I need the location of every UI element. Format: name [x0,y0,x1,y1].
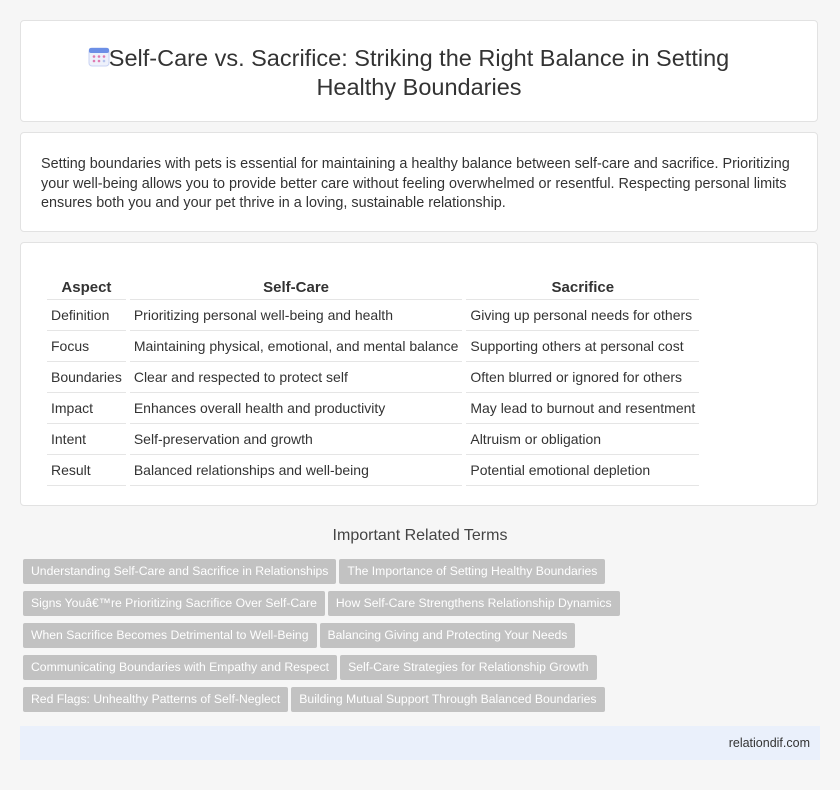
table-row [47,393,699,424]
table-cell: Giving up personal needs for others [466,300,699,331]
column-header-self-care: Self-Care [130,275,463,300]
footer-site-link[interactable]: relationdif.com [728,736,810,750]
table-cell: Enhances overall health and productivity [130,393,463,424]
table-cell: Intent [47,424,126,455]
related-terms-heading: Important Related Terms [332,527,508,544]
intro-text: Setting boundaries with pets is essential for maintaining a healthy balance between self-care and sacrifice. Prioritizing your well-being allows you to provide better care without feeling overwhelmed or resentful. Respecting personal limits ensures both you and your pet thrive in a loving, sustainable relationship. [41,156,790,211]
footer [20,726,820,760]
column-header-aspect: Aspect [47,275,126,300]
table-cell: Altruism or obligation [466,424,699,455]
comparison-table [43,275,703,486]
table-cell: Maintaining physical, emotional, and mental balance [130,331,463,362]
table-cell: Potential emotional depletion [466,455,699,486]
table-cell: Impact [47,393,126,424]
tag-row [23,655,803,687]
related-terms-list [23,559,803,719]
table-cell: Prioritizing personal well-being and health [130,300,463,331]
table-cell: Supporting others at personal cost [466,331,699,362]
comparison-card [20,242,818,506]
table-row [47,362,699,393]
related-term-tag[interactable]: Building Mutual Support Through Balanced Boundaries [291,687,604,712]
related-term-tag[interactable]: How Self-Care Strengthens Relationship Dynamics [328,591,620,616]
table-row [47,300,699,331]
related-term-tag[interactable]: Red Flags: Unhealthy Patterns of Self-Neglect [23,687,288,712]
related-term-tag[interactable]: Balancing Giving and Protecting Your Needs [320,623,576,648]
table-cell: Focus [47,331,126,362]
related-term-tag[interactable]: Signs Youâ€™re Prioritizing Sacrifice Over Self-Care [23,591,325,616]
title-card [20,20,818,122]
table-cell: Definition [47,300,126,331]
related-term-tag[interactable]: When Sacrifice Becomes Detrimental to Well-Being [23,623,317,648]
tag-row [23,623,803,655]
table-row [47,331,699,362]
table-row [47,424,699,455]
page-title: Self-Care vs. Sacrifice: Striking the Right Balance in Setting Healthy Boundaries [108,45,730,100]
table-cell: Result [47,455,126,486]
related-term-tag[interactable]: Self-Care Strategies for Relationship Growth [340,655,596,680]
table-header-row [47,275,699,300]
related-term-tag[interactable]: The Importance of Setting Healthy Boundaries [339,559,605,584]
column-header-sacrifice: Sacrifice [466,275,699,300]
table-cell: Often blurred or ignored for others [466,362,699,393]
table-cell: Clear and respected to protect self [130,362,463,393]
intro-card [20,132,818,232]
tag-row [23,559,803,591]
table-cell: Balanced relationships and well-being [130,455,463,486]
related-term-tag[interactable]: Understanding Self-Care and Sacrifice in Relationships [23,559,336,584]
related-term-tag[interactable]: Communicating Boundaries with Empathy and Respect [23,655,337,680]
table-cell: Boundaries [47,362,126,393]
tag-row [23,591,803,623]
tag-row [23,687,803,719]
table-cell: Self-preservation and growth [130,424,463,455]
table-row [47,455,699,486]
table-cell: May lead to burnout and resentment [466,393,699,424]
